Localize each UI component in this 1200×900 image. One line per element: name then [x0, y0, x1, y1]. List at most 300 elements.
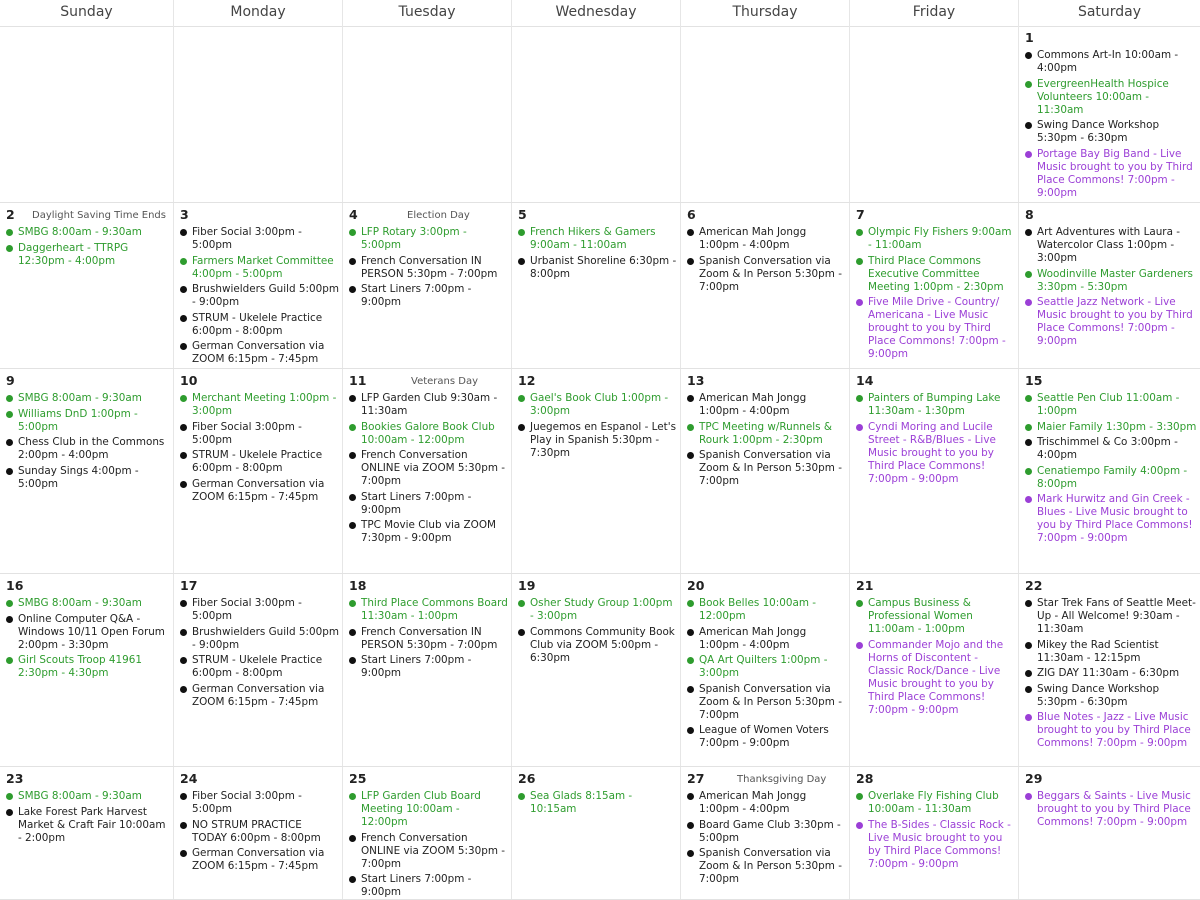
event-title[interactable]: Art Adventures with Laura - Watercolor Class 1:00pm - 3:00pm: [1037, 226, 1180, 264]
calendar-event[interactable]: [180, 226, 339, 252]
event-list: [518, 392, 677, 460]
event-dot-icon: [687, 258, 694, 265]
holiday-label: Election Day: [407, 210, 470, 221]
event-title[interactable]: Board Game Club 3:30pm - 5:00pm: [699, 818, 841, 844]
calendar-event[interactable]: [856, 392, 1015, 418]
event-title[interactable]: LFP Garden Club Board Meeting 10:00am - 12:00pm: [361, 790, 481, 828]
event-dot-icon: [349, 494, 356, 501]
event-title[interactable]: Portage Bay Big Band - Live Music brought to you by Third Place Commons! 7:00pm - 9:00pm: [1037, 147, 1193, 199]
event-title[interactable]: STRUM - Ukelele Practice 6:00pm - 8:00pm: [192, 311, 323, 337]
event-list: [1025, 597, 1197, 750]
calendar-event[interactable]: [1025, 683, 1197, 709]
calendar-event[interactable]: [180, 626, 339, 652]
calendar-event[interactable]: [518, 255, 677, 281]
calendar-event[interactable]: [180, 847, 339, 873]
event-dot-icon: [180, 229, 187, 236]
calendar-event[interactable]: [180, 449, 339, 475]
day-cell-13[interactable]: [681, 369, 850, 573]
event-title[interactable]: American Mah Jongg 1:00pm - 4:00pm: [699, 226, 807, 251]
event-title[interactable]: STRUM - Ukelele Practice 6:00pm - 8:00pm: [192, 449, 323, 474]
calendar-event[interactable]: [1025, 711, 1197, 750]
day-cell-14[interactable]: [850, 369, 1019, 573]
day-cell-empty: [681, 26, 850, 202]
event-title[interactable]: Overlake Fly Fishing Club 10:00am - 11:30am: [868, 790, 999, 815]
calendar-event[interactable]: [180, 478, 339, 504]
calendar-event[interactable]: [349, 654, 508, 680]
day-cell-empty: [0, 26, 174, 202]
day-cell-20[interactable]: [681, 574, 850, 766]
calendar-event[interactable]: [1025, 790, 1197, 829]
event-list: [518, 226, 677, 281]
calendar-event[interactable]: [687, 226, 846, 252]
event-title[interactable]: SMBG 8:00am - 9:30am: [18, 392, 142, 404]
calendar-event[interactable]: [1025, 78, 1197, 117]
event-title[interactable]: The B-Sides - Classic Rock - Live Music brought to you by Third Place Commons! 7:00pm - 9:00pm: [868, 818, 1011, 870]
calendar-event[interactable]: [518, 392, 677, 418]
calendar-event[interactable]: [687, 421, 846, 447]
calendar-event[interactable]: [180, 819, 339, 845]
event-dot-icon: [1025, 439, 1032, 446]
calendar-event[interactable]: [1025, 49, 1197, 75]
day-cell-9[interactable]: [0, 369, 174, 573]
day-cell-8[interactable]: [1019, 203, 1200, 368]
event-title[interactable]: Osher Study Group 1:00pm - 3:00pm: [530, 597, 673, 622]
calendar-event[interactable]: [687, 255, 846, 294]
day-cell-28[interactable]: [850, 767, 1019, 899]
day-number: [180, 31, 339, 47]
day-cell-22[interactable]: [1019, 574, 1200, 766]
event-dot-icon: [180, 686, 187, 693]
calendar-event[interactable]: [6, 806, 170, 845]
event-title[interactable]: Swing Dance Workshop 5:30pm - 6:30pm: [1037, 119, 1160, 144]
day-cell-6[interactable]: [681, 203, 850, 368]
event-list: [856, 226, 1015, 361]
day-cell-10[interactable]: [174, 369, 343, 573]
event-title[interactable]: Fiber Social 3:00pm - 5:00pm: [192, 420, 302, 446]
day-number: 8: [1025, 207, 1034, 222]
calendar-event[interactable]: [1025, 268, 1197, 294]
calendar-event[interactable]: [1025, 667, 1197, 680]
calendar-event[interactable]: [687, 392, 846, 418]
day-cell-11[interactable]: [343, 369, 512, 573]
event-title[interactable]: Daggerheart - TTRPG 12:30pm - 4:00pm: [18, 241, 129, 267]
day-cell-7[interactable]: [850, 203, 1019, 368]
calendar-event[interactable]: [6, 436, 170, 462]
event-dot-icon: [1025, 600, 1032, 607]
event-dot-icon: [687, 686, 694, 693]
calendar-event[interactable]: [180, 340, 339, 366]
event-title[interactable]: Five Mile Drive - Country/ Americana - Live Music brought to you by Third Place Commons! 7:00pm - 9:00pm: [868, 296, 1006, 360]
calendar-event[interactable]: [349, 226, 508, 252]
event-title[interactable]: STRUM - Ukelele Practice 6:00pm - 8:00pm: [192, 654, 323, 679]
calendar-event[interactable]: [180, 654, 339, 680]
calendar-event[interactable]: [6, 465, 170, 491]
event-title[interactable]: French Conversation ONLINE via ZOOM 5:30pm - 7:00pm: [361, 449, 505, 487]
calendar-event[interactable]: [6, 408, 170, 434]
event-title[interactable]: Spanish Conversation via Zoom & In Person 5:30pm - 7:00pm: [699, 254, 842, 293]
event-dot-icon: [856, 600, 863, 607]
day-number: 28: [856, 771, 874, 786]
event-title[interactable]: American Mah Jongg 1:00pm - 4:00pm: [699, 625, 807, 651]
day-number: 23: [6, 771, 24, 786]
event-title[interactable]: Trischimmel & Co 3:00pm - 4:00pm: [1037, 436, 1178, 461]
event-title[interactable]: LFP Garden Club 9:30am - 11:30am: [361, 392, 498, 417]
day-cell-16[interactable]: [0, 574, 174, 766]
event-list: [349, 597, 508, 680]
calendar-event[interactable]: [180, 392, 339, 418]
calendar-event[interactable]: [856, 255, 1015, 294]
event-title[interactable]: Painters of Bumping Lake 11:30am - 1:30pm: [868, 392, 1001, 417]
event-list: [687, 597, 846, 750]
day-number: 26: [518, 771, 536, 786]
calendar-event[interactable]: [6, 597, 170, 610]
event-list: [349, 226, 508, 309]
day-cell-24[interactable]: [174, 767, 343, 899]
event-title[interactable]: Third Place Commons Board 11:30am - 1:00pm: [361, 597, 508, 622]
day-cell-29[interactable]: [1019, 767, 1200, 899]
calendar-event[interactable]: [687, 654, 846, 680]
calendar-event[interactable]: [6, 242, 170, 268]
event-dot-icon: [687, 600, 694, 607]
event-title[interactable]: Commons Art-In 10:00am - 4:00pm: [1037, 49, 1179, 74]
event-dot-icon: [687, 727, 694, 734]
calendar-event[interactable]: [349, 790, 508, 829]
calendar-event[interactable]: [518, 626, 677, 665]
calendar-event[interactable]: [1025, 436, 1197, 462]
event-title[interactable]: Merchant Meeting 1:00pm - 3:00pm: [192, 392, 337, 417]
event-title[interactable]: Lake Forest Park Harvest Market & Craft Fair 10:00am - 2:00pm: [18, 805, 166, 844]
day-cell-18[interactable]: [343, 574, 512, 766]
calendar-event[interactable]: [349, 873, 508, 899]
calendar-event[interactable]: [856, 790, 1015, 816]
event-list: [687, 790, 846, 886]
calendar-event[interactable]: [349, 449, 508, 488]
day-cell-17[interactable]: [174, 574, 343, 766]
event-title[interactable]: Juegemos en Espanol - Let's Play in Spanish 5:30pm - 7:30pm: [530, 420, 676, 459]
event-dot-icon: [180, 452, 187, 459]
event-dot-icon: [856, 229, 863, 236]
event-dot-icon: [6, 616, 13, 623]
event-dot-icon: [6, 600, 13, 607]
event-title[interactable]: Campus Business & Professional Women 11:00am - 1:00pm: [868, 597, 973, 635]
event-title[interactable]: German Conversation via ZOOM 6:15pm - 7:45pm: [192, 340, 325, 365]
event-dot-icon: [6, 411, 13, 418]
event-title[interactable]: Williams DnD 1:00pm - 5:00pm: [18, 407, 138, 433]
event-dot-icon: [518, 258, 525, 265]
event-title[interactable]: American Mah Jongg 1:00pm - 4:00pm: [699, 392, 807, 417]
event-title[interactable]: American Mah Jongg 1:00pm - 4:00pm: [699, 790, 807, 815]
calendar-event[interactable]: [180, 790, 339, 816]
event-dot-icon: [518, 793, 525, 800]
day-cell-5[interactable]: [512, 203, 681, 368]
day-number: 2: [6, 207, 15, 222]
day-cell-empty: [512, 26, 681, 202]
day-number: [687, 31, 846, 47]
calendar-event[interactable]: [1025, 226, 1197, 265]
event-list: [6, 226, 170, 268]
event-title[interactable]: Star Trek Fans of Seattle Meet-Up - All Welcome! 9:30am - 11:30am: [1037, 597, 1196, 635]
day-number: 4: [349, 207, 358, 222]
event-title[interactable]: Farmers Market Committee 4:00pm - 5:00pm: [192, 254, 334, 280]
event-title[interactable]: Swing Dance Workshop 5:30pm - 6:30pm: [1037, 682, 1160, 708]
day-number: 16: [6, 578, 24, 593]
calendar-event[interactable]: [180, 312, 339, 338]
event-title[interactable]: Mark Hurwitz and Gin Creek - Blues - Live Music brought to you by Third Place Commons! 7:00pm - 9:00pm: [1037, 493, 1193, 544]
event-title[interactable]: Brushwielders Guild 5:00pm - 9:00pm: [192, 625, 339, 651]
weekday-header-monday: Monday: [174, 0, 343, 26]
event-title[interactable]: Sea Glads 8:15am - 10:15am: [530, 790, 633, 815]
weekday-header-thursday: Thursday: [681, 0, 850, 26]
calendar-event[interactable]: [1025, 597, 1197, 636]
event-dot-icon: [180, 657, 187, 664]
event-title[interactable]: Spanish Conversation via Zoom & In Person 5:30pm - 7:00pm: [699, 682, 842, 721]
event-dot-icon: [1025, 299, 1032, 306]
event-dot-icon: [518, 629, 525, 636]
event-title[interactable]: Blue Notes - Jazz - Live Music brought to you by Third Place Commons! 7:00pm - 9:00pm: [1037, 711, 1191, 749]
event-dot-icon: [6, 809, 13, 816]
calendar-event[interactable]: [687, 724, 846, 750]
event-title[interactable]: French Conversation IN PERSON 5:30pm - 7:00pm: [361, 254, 498, 280]
day-cell-21[interactable]: [850, 574, 1019, 766]
weekday-header-wednesday: Wednesday: [512, 0, 681, 26]
day-number: 12: [518, 373, 536, 388]
day-cell-25[interactable]: [343, 767, 512, 899]
event-dot-icon: [1025, 642, 1032, 649]
event-title[interactable]: Seattle Pen Club 11:00am - 1:00pm: [1037, 392, 1180, 417]
day-cell-12[interactable]: [512, 369, 681, 573]
calendar-event[interactable]: [518, 226, 677, 252]
event-title[interactable]: LFP Rotary 3:00pm - 5:00pm: [361, 226, 467, 251]
event-title[interactable]: Spanish Conversation via Zoom & In Person 5:30pm - 7:00pm: [699, 449, 842, 487]
calendar-event[interactable]: [687, 683, 846, 722]
event-title[interactable]: Start Liners 7:00pm - 9:00pm: [361, 654, 472, 679]
day-number: 3: [180, 207, 189, 222]
calendar-event[interactable]: [518, 421, 677, 460]
event-dot-icon: [349, 657, 356, 664]
day-number: 6: [687, 207, 696, 222]
day-cell-23[interactable]: [0, 767, 174, 899]
week-row: [0, 574, 1200, 767]
event-title[interactable]: French Hikers & Gamers 9:00am - 11:00am: [530, 226, 656, 251]
event-title[interactable]: German Conversation via ZOOM 6:15pm - 7:45pm: [192, 847, 325, 872]
calendar-event[interactable]: [180, 683, 339, 709]
event-title[interactable]: ZIG DAY 11:30am - 6:30pm: [1037, 667, 1180, 679]
event-list: [180, 392, 339, 504]
calendar-event[interactable]: [1025, 392, 1197, 418]
day-number: 11: [349, 373, 367, 388]
calendar-event[interactable]: [349, 626, 508, 652]
event-dot-icon: [349, 629, 356, 636]
day-cell-empty: [343, 26, 512, 202]
event-title[interactable]: Chess Club in the Commons 2:00pm - 4:00pm: [18, 436, 165, 461]
event-title[interactable]: Online Computer Q&A - Windows 10/11 Open Forum 2:00pm - 3:30pm: [18, 612, 165, 651]
day-cell-4[interactable]: [343, 203, 512, 368]
event-dot-icon: [6, 245, 13, 252]
event-title[interactable]: German Conversation via ZOOM 6:15pm - 7:45pm: [192, 477, 325, 503]
calendar-event[interactable]: [349, 491, 508, 517]
event-title[interactable]: Seattle Jazz Network - Live Music brought to you by Third Place Commons! 7:00pm - 9:00pm: [1037, 296, 1193, 347]
calendar-event[interactable]: [6, 790, 170, 803]
calendar-event[interactable]: [349, 519, 508, 545]
event-title[interactable]: Commons Community Book Club via ZOOM 5:00pm - 6:30pm: [530, 625, 675, 664]
event-title[interactable]: Spanish Conversation via Zoom & In Person 5:30pm - 7:00pm: [699, 847, 842, 885]
event-title[interactable]: SMBG 8:00am - 9:30am: [18, 597, 142, 609]
calendar-event[interactable]: [349, 283, 508, 309]
event-title[interactable]: Book Belles 10:00am - 12:00pm: [699, 597, 817, 622]
calendar-event[interactable]: [1025, 493, 1197, 545]
day-cell-3[interactable]: [174, 203, 343, 368]
event-dot-icon: [349, 424, 356, 431]
event-dot-icon: [518, 395, 525, 402]
day-number: [349, 31, 508, 47]
event-dot-icon: [687, 793, 694, 800]
event-title[interactable]: Start Liners 7:00pm - 9:00pm: [361, 490, 472, 516]
calendar-event[interactable]: [687, 819, 846, 845]
event-dot-icon: [6, 657, 13, 664]
event-title[interactable]: Beggars & Saints - Live Music brought to you by Third Place Commons! 7:00pm - 9:00pm: [1037, 790, 1191, 828]
calendar-event[interactable]: [349, 255, 508, 281]
day-number: 19: [518, 578, 536, 593]
calendar-event[interactable]: [687, 597, 846, 623]
event-dot-icon: [349, 229, 356, 236]
event-title[interactable]: TPC Movie Club via ZOOM 7:30pm - 9:00pm: [361, 519, 496, 544]
calendar-event[interactable]: [856, 597, 1015, 636]
day-cell-19[interactable]: [512, 574, 681, 766]
day-number: 24: [180, 771, 198, 786]
event-dot-icon: [856, 395, 863, 402]
event-title[interactable]: Woodinville Master Gardeners 3:30pm - 5:30pm: [1037, 267, 1193, 293]
calendar-event[interactable]: [856, 421, 1015, 486]
event-title[interactable]: SMBG 8:00am - 9:30am: [18, 226, 142, 238]
calendar-event[interactable]: [1025, 421, 1197, 434]
holiday-label: Thanksgiving Day: [737, 774, 827, 785]
event-title[interactable]: Olympic Fly Fishers 9:00am - 11:00am: [868, 226, 1012, 251]
event-title[interactable]: Brushwielders Guild 5:00pm - 9:00pm: [192, 283, 339, 308]
event-title[interactable]: Gael's Book Club 1:00pm - 3:00pm: [530, 392, 669, 417]
calendar-event[interactable]: [856, 639, 1015, 717]
event-title[interactable]: NO STRUM PRACTICE TODAY 6:00pm - 8:00pm: [192, 818, 321, 844]
event-dot-icon: [180, 343, 187, 350]
day-cell-15[interactable]: [1019, 369, 1200, 573]
event-title[interactable]: Start Liners 7:00pm - 9:00pm: [361, 283, 472, 308]
event-title[interactable]: Fiber Social 3:00pm - 5:00pm: [192, 226, 302, 251]
calendar-event[interactable]: [687, 847, 846, 886]
event-list: [856, 597, 1015, 717]
calendar-event[interactable]: [1025, 639, 1197, 665]
event-list: [6, 597, 170, 680]
event-title[interactable]: Girl Scouts Troop 41961 2:30pm - 4:30pm: [18, 654, 142, 679]
event-dot-icon: [1025, 151, 1032, 158]
event-title[interactable]: Sunday Sings 4:00pm - 5:00pm: [18, 464, 139, 490]
calendar-event[interactable]: [349, 832, 508, 871]
event-title[interactable]: League of Women Voters 7:00pm - 9:00pm: [699, 724, 829, 749]
calendar-event[interactable]: [6, 654, 170, 680]
event-title[interactable]: Start Liners 7:00pm - 9:00pm: [361, 873, 472, 898]
event-title[interactable]: Commander Mojo and the Horns of Discontent - Classic Rock/Dance - Live Music brought to you by Third Place Commons! 7:00pm - 9:00pm: [868, 638, 1004, 716]
event-dot-icon: [687, 424, 694, 431]
calendar-event[interactable]: [349, 597, 508, 623]
calendar-event[interactable]: [349, 392, 508, 418]
calendar-event[interactable]: [856, 226, 1015, 252]
event-title[interactable]: Third Place Commons Executive Committee Meeting 1:00pm - 2:30pm: [868, 254, 1004, 293]
event-dot-icon: [180, 286, 187, 293]
day-cell-27[interactable]: [681, 767, 850, 899]
event-dot-icon: [349, 793, 356, 800]
event-title[interactable]: Maier Family 1:30pm - 3:30pm: [1037, 420, 1197, 433]
calendar-event[interactable]: [6, 392, 170, 405]
event-title[interactable]: TPC Meeting w/Runnels & Rourk 1:00pm - 2:30pm: [699, 420, 832, 446]
event-dot-icon: [349, 452, 356, 459]
calendar-event[interactable]: [6, 613, 170, 652]
event-title[interactable]: SMBG 8:00am - 9:30am: [18, 790, 142, 802]
calendar-event[interactable]: [1025, 148, 1197, 200]
event-title[interactable]: Urbanist Shoreline 6:30pm - 8:00pm: [530, 254, 677, 280]
day-cell-empty: [174, 26, 343, 202]
event-title[interactable]: French Conversation IN PERSON 5:30pm - 7:00pm: [361, 625, 498, 651]
event-title[interactable]: Cyndi Moring and Lucile Street - R&B/Blues - Live Music brought to you by Third Place Commons! 7:00pm - 9:00pm: [868, 420, 996, 485]
calendar-event[interactable]: [687, 449, 846, 488]
day-number: [6, 31, 170, 47]
calendar-event[interactable]: [349, 421, 508, 447]
day-number: 1: [1025, 30, 1034, 45]
event-title[interactable]: Mikey the Rad Scientist 11:30am - 12:15pm: [1037, 638, 1159, 664]
event-dot-icon: [180, 395, 187, 402]
event-dot-icon: [180, 600, 187, 607]
calendar-event[interactable]: [6, 226, 170, 239]
event-dot-icon: [687, 657, 694, 664]
calendar-event[interactable]: [1025, 119, 1197, 145]
event-list: [180, 226, 339, 366]
day-cell-2[interactable]: [0, 203, 174, 368]
day-cell-1[interactable]: [1019, 26, 1200, 202]
event-dot-icon: [349, 600, 356, 607]
event-dot-icon: [180, 424, 187, 431]
calendar-event[interactable]: [180, 255, 339, 281]
event-title[interactable]: Fiber Social 3:00pm - 5:00pm: [192, 790, 302, 815]
day-number: 17: [180, 578, 198, 593]
day-number: 9: [6, 373, 15, 388]
event-title[interactable]: QA Art Quilters 1:00pm - 3:00pm: [699, 654, 828, 679]
day-cell-26[interactable]: [512, 767, 681, 899]
calendar-event[interactable]: [180, 283, 339, 309]
event-dot-icon: [1025, 714, 1032, 721]
calendar-event[interactable]: [856, 819, 1015, 871]
event-list: [180, 597, 339, 709]
calendar-event[interactable]: [518, 790, 677, 816]
calendar-event[interactable]: [1025, 296, 1197, 348]
event-title[interactable]: EvergreenHealth Hospice Volunteers 10:00am - 11:30am: [1037, 77, 1169, 116]
event-title[interactable]: French Conversation ONLINE via ZOOM 5:30pm - 7:00pm: [361, 831, 505, 870]
event-title[interactable]: German Conversation via ZOOM 6:15pm - 7:45pm: [192, 682, 325, 708]
calendar-event[interactable]: [687, 790, 846, 816]
event-dot-icon: [518, 424, 525, 431]
event-dot-icon: [180, 629, 187, 636]
calendar-event[interactable]: [1025, 465, 1197, 491]
event-title[interactable]: Cenatiempo Family 4:00pm - 8:00pm: [1037, 464, 1188, 490]
event-dot-icon: [180, 315, 187, 322]
event-list: [518, 597, 677, 665]
event-title[interactable]: Fiber Social 3:00pm - 5:00pm: [192, 597, 302, 622]
calendar-event[interactable]: [856, 296, 1015, 361]
calendar-event[interactable]: [180, 597, 339, 623]
calendar-event[interactable]: [518, 597, 677, 623]
event-dot-icon: [180, 793, 187, 800]
event-list: [349, 790, 508, 899]
event-title[interactable]: Bookies Galore Book Club 10:00am - 12:00pm: [361, 420, 495, 446]
calendar-event[interactable]: [180, 421, 339, 447]
calendar-event[interactable]: [687, 626, 846, 652]
event-dot-icon: [687, 629, 694, 636]
